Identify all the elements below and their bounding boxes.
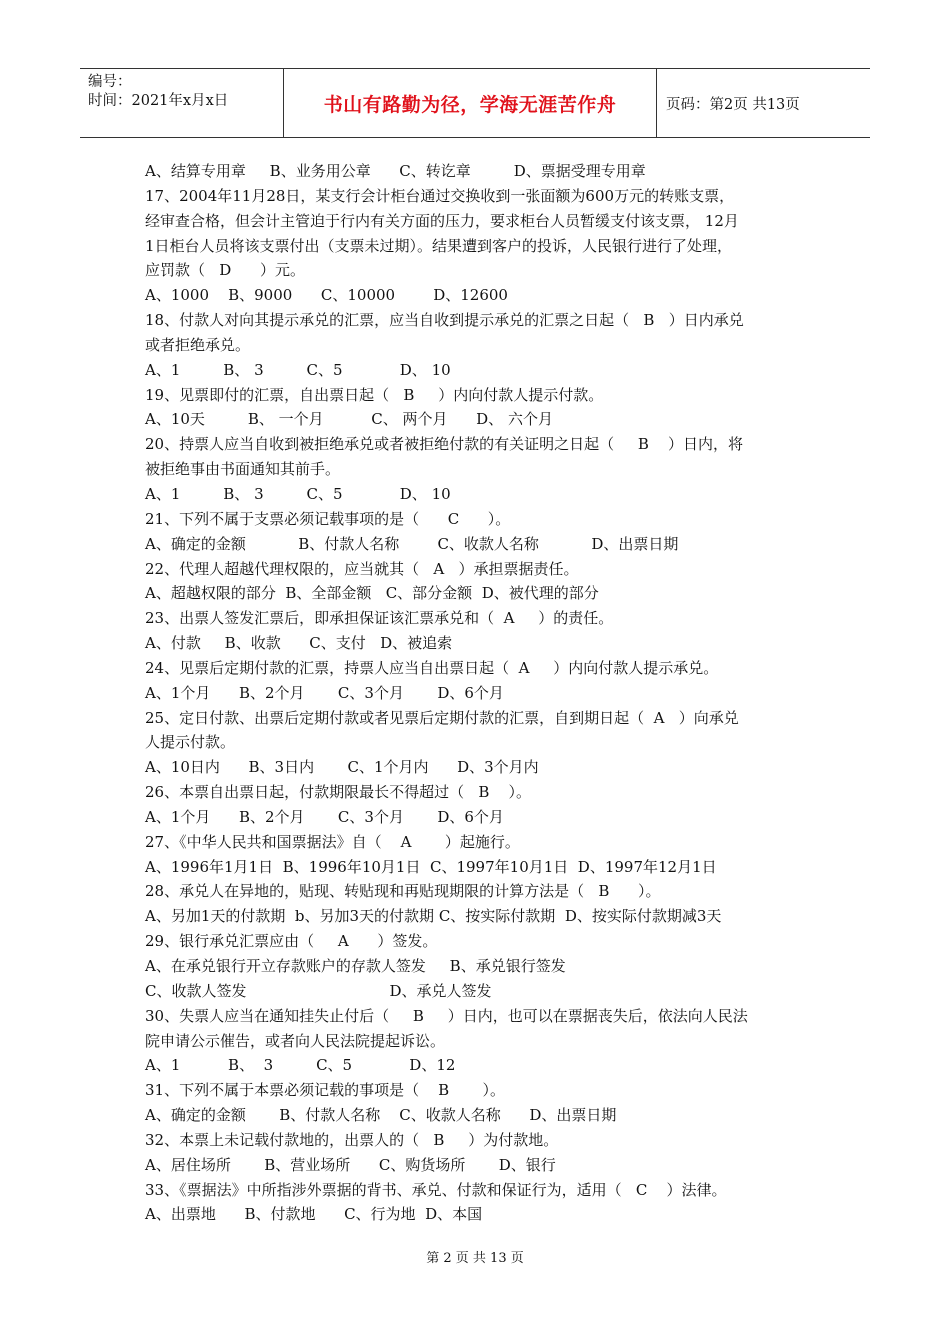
text-line: A、10天 B、 一个月 C、 两个月 D、 六个月 xyxy=(145,410,553,429)
text-line: 25、定日付款、出票后定期付款或者见票后定期付款的汇票，自到期日起（ A ）向承兑 xyxy=(145,708,739,727)
text-line: 23、出票人签发汇票后，即承担保证该汇票承兑和（ A ）的责任。 xyxy=(145,609,614,628)
text-line: A、确定的金额 B、付款人名称 C、收款人名称 D、出票日期 xyxy=(145,1106,617,1125)
text-line: 被拒绝事由书面通知其前手。 xyxy=(145,460,341,479)
text-line: 21、下列不属于支票必须记载事项的是（ C ）。 xyxy=(145,509,511,528)
text-line: 1日柜台人员将该支票付出（支票未过期）。结果遭到客户的投诉，人民银行进行了处理， xyxy=(145,236,733,255)
text-line: A、1 B、 3 C、5 D、12 xyxy=(145,1056,456,1075)
text-line: A、1 B、 3 C、5 D、 10 xyxy=(145,484,451,503)
text-line: 或者拒绝承兑。 xyxy=(145,335,251,354)
text-line: 31、下列不属于本票必须记载的事项是（ B ）。 xyxy=(145,1081,506,1100)
text-line: 32、本票上未记载付款地的，出票人的（ B ）为付款地。 xyxy=(145,1130,559,1149)
text-line: A、居住场所 B、营业场所 C、购货场所 D、银行 xyxy=(145,1155,556,1174)
text-line: C、收款人签发 D、承兑人签发 xyxy=(145,981,492,1000)
page-header xyxy=(80,68,870,138)
header-page-label: 页码：第2页 共13页 xyxy=(666,96,800,113)
text-line: A、另加1天的付款期 b、另加3天的付款期 C、按实际付款期 D、按实际付款期减3天 xyxy=(145,907,722,926)
text-line: 院申请公示催告，或者向人民法院提起诉讼。 xyxy=(145,1031,446,1050)
text-line: A、1000 B、9000 C、10000 D、12600 xyxy=(145,286,508,305)
text-line: 20、持票人应当自收到被拒绝承兑或者被拒绝付款的有关证明之日起（ B ）日内，将 xyxy=(145,435,744,454)
text-line: 24、见票后定期付款的汇票，持票人应当自出票日起（ A ）内向付款人提示承兑。 xyxy=(145,658,719,677)
page-footer: 第 2 页 共 13 页 xyxy=(426,1251,524,1266)
text-line: A、在承兑银行开立存款账户的存款人签发 B、承兑银行签发 xyxy=(145,957,566,975)
text-line: 26、本票自出票日起，付款期限最长不得超过（ B ）。 xyxy=(145,783,531,802)
text-line: 19、见票即付的汇票，自出票日起（ B ）内向付款人提示付款。 xyxy=(145,385,604,404)
text-line: A、1996年1月1日 B、1996年10月1日 C、1997年10月1日 D、1997年12月1日 xyxy=(145,857,717,876)
text-line: 应罚款（ D ）元。 xyxy=(145,261,305,280)
text-line: 22、代理人超越代理权限的，应当就其（ A ）承担票据责任。 xyxy=(145,559,579,578)
text-line: 28、承兑人在异地的，贴现、转贴现和再贴现期限的计算方法是（ B ）。 xyxy=(145,882,661,901)
number-label: 编号： xyxy=(88,74,132,90)
text-line: 30、失票人应当在通知挂失止付后（ B ）日内，也可以在票据丧失后，依法向人民法 xyxy=(145,1006,748,1025)
text-line: A、结算专用章 B、业务用公章 C、转讫章 D、票据受理专用章 xyxy=(145,162,646,180)
text-line: 27、《中华人民共和国票据法》自（ A ）起施行。 xyxy=(145,832,520,851)
text-line: 29、银行承兑汇票应由（ A ）签发。 xyxy=(145,932,438,951)
text-line: A、超越权限的部分 B、全部金额 C、部分金额 D、被代理的部分 xyxy=(145,584,599,603)
text-line: A、10日内 B、3日内 C、1个月内 D、3个月内 xyxy=(145,758,539,777)
text-line: 33、《票据法》中所指涉外票据的背书、承兑、付款和保证行为，适用（ C ）法律。 xyxy=(145,1180,727,1199)
text-line: A、出票地 B、付款地 C、行为地 D、本国 xyxy=(145,1205,483,1224)
text-line: A、1个月 B、2个月 C、3个月 D、6个月 xyxy=(145,807,504,826)
header-motto: 书山有路勤为径，学海无涯苦作舟 xyxy=(284,69,657,137)
text-line: 17、2004年11月28日，某支行会计柜台通过交换收到一张面额为600万元的转账支票， xyxy=(145,186,735,205)
date-label: 时间：2021年x月x日 xyxy=(88,93,229,109)
text-line: A、1个月 B、2个月 C、3个月 D、6个月 xyxy=(145,683,504,702)
text-line: 人提示付款。 xyxy=(145,733,236,752)
document-body xyxy=(145,159,825,1227)
text-line: A、确定的金额 B、付款人名称 C、收款人名称 D、出票日期 xyxy=(145,534,679,553)
text-line: A、付款 B、收款 C、支付 D、被追索 xyxy=(145,634,453,653)
text-line: 18、付款人对向其提示承兑的汇票，应当自收到提示承兑的汇票之日起（ B ）日内承兑 xyxy=(145,311,744,330)
text-line: 经审查合格，但会计主管迫于行内有关方面的压力，要求柜台人员暂缓支付该支票， 12月 xyxy=(145,211,739,230)
text-line: A、1 B、 3 C、5 D、 10 xyxy=(145,360,451,379)
header-left-cell xyxy=(80,69,284,137)
